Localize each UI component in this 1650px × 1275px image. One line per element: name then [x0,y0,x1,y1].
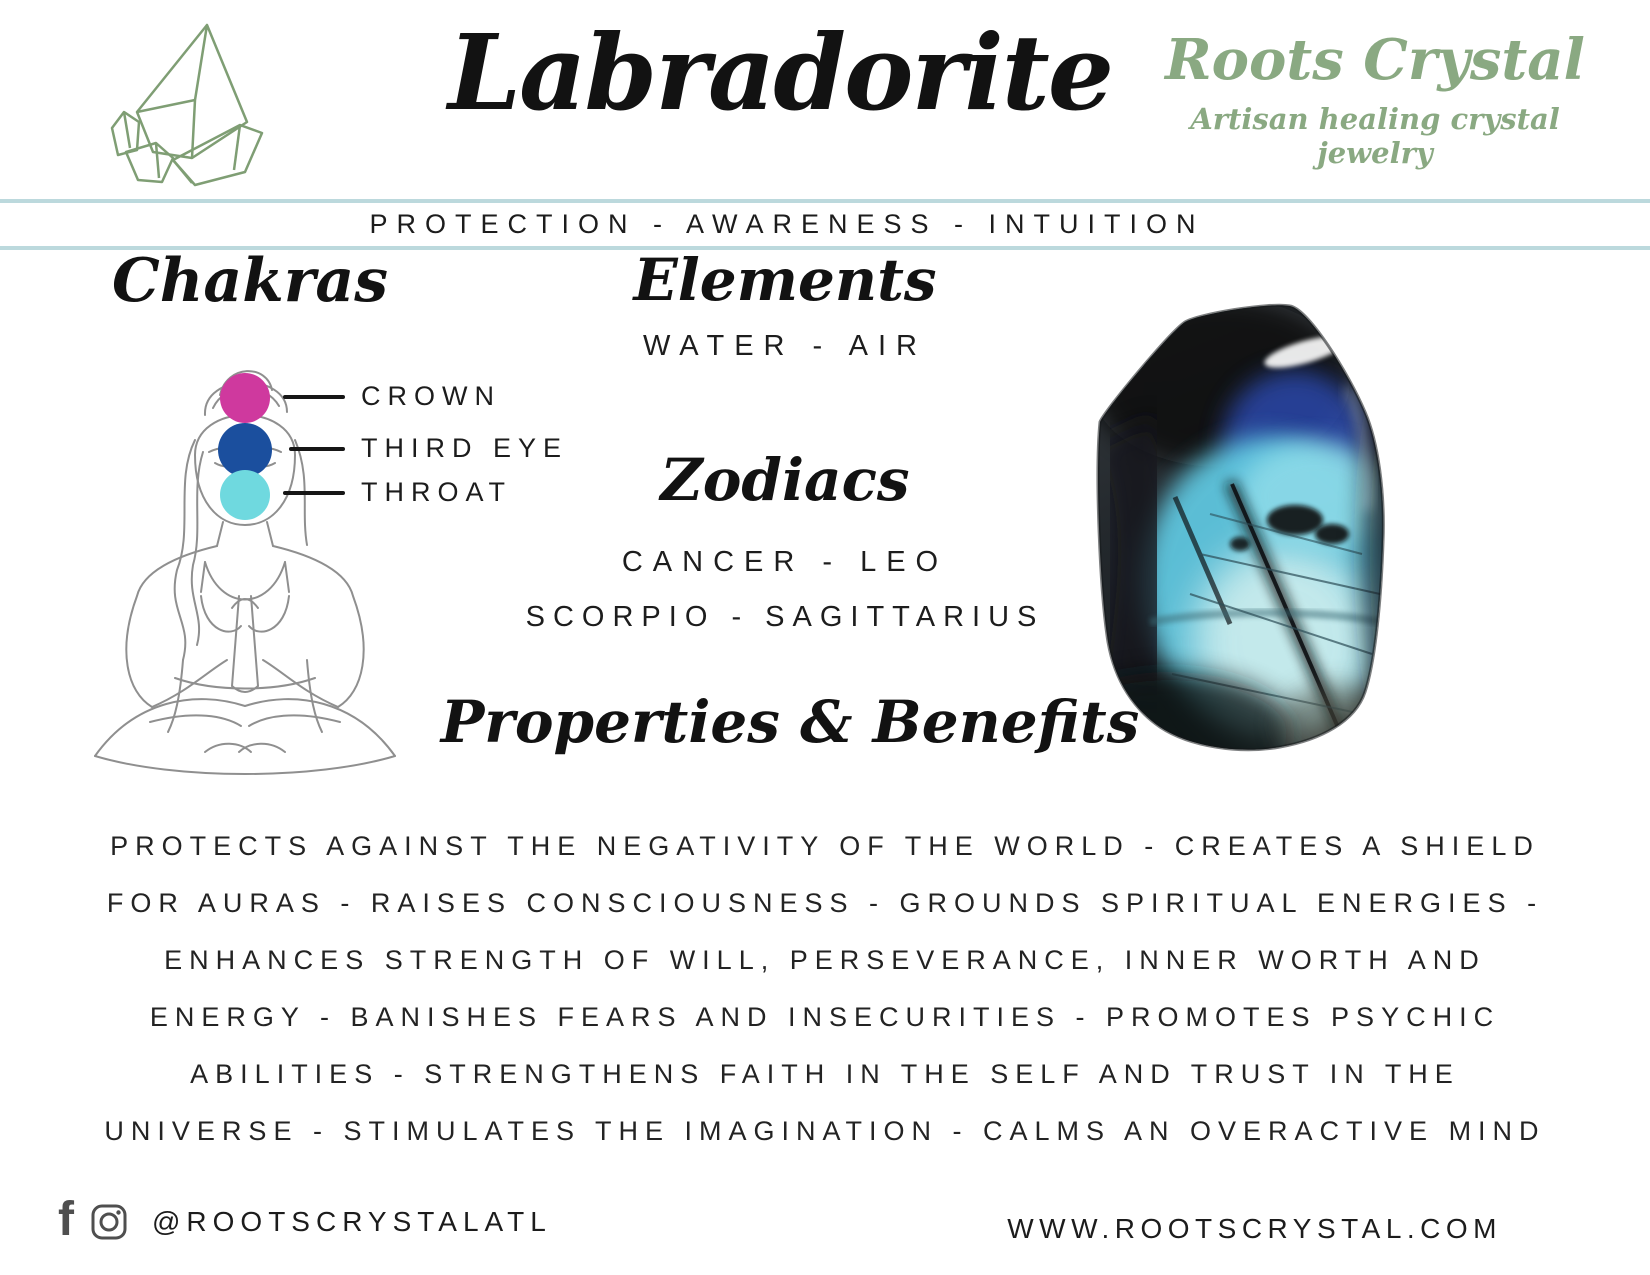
pointer-line [283,395,345,399]
chakras-heading: Chakras [111,246,389,316]
chakra-label: CROWN [361,381,501,411]
brand-block [1165,27,1585,170]
properties-line: FOR AURAS - RAISES CONSCIOUSNESS - GROUNDS SPIRITUAL ENERGIES - [106,888,1544,918]
pointer-line [289,447,345,451]
properties-line: ABILITIES - STRENGTHENS FAITH IN THE SELF AND TRUST IN THE [190,1059,1460,1089]
website-url: WWW.ROOTSCRYSTAL.COM [1007,1213,1502,1244]
facebook-icon: f [58,1193,74,1246]
crown-chakra-dot [220,373,270,423]
chakra-label: THROAT [361,477,512,507]
properties-text-block [0,818,1650,1160]
page-title: Labradorite [447,11,1112,134]
keywords-text: PROTECTION - AWARENESS - INTUITION [369,209,1205,239]
crystal-cluster-logo-icon [40,0,280,200]
third-eye-chakra-dot [218,423,272,477]
properties-line: UNIVERSE - STIMULATES THE IMAGINATION - CALMS AN OVERACTIVE MIND [104,1116,1546,1146]
chakra-label: THIRD EYE [361,433,569,463]
chakra-label-crown [283,381,501,412]
instagram-icon [90,1203,128,1241]
elements-heading: Elements [633,246,937,314]
properties-heading: Properties & Benefits [440,688,1140,756]
brand-name: Roots Crystal [1165,27,1585,93]
throat-chakra-dot [220,470,270,520]
footer-social-block [58,1193,552,1246]
keywords-banner [0,199,1650,250]
chakra-label-throat [283,477,512,508]
zodiacs-line2: SCORPIO - SAGITTARIUS [525,601,1045,633]
properties-line: PROTECTS AGAINST THE NEGATIVITY OF THE WORLD - CREATES A SHIELD [110,831,1540,861]
social-handle: @ROOTSCRYSTALATL [151,1206,552,1237]
zodiacs-line1: CANCER - LEO [621,546,949,578]
brand-tagline: Artisan healing crystal jewelry [1190,101,1560,170]
pointer-line [283,491,345,495]
chakra-label-third-eye [289,433,568,464]
properties-line: ENERGY - BANISHES FEARS AND INSECURITIES - PROMOTES PSYCHIC [149,1002,1501,1032]
zodiacs-heading: Zodiacs [660,446,910,514]
meditating-figure-illustration [55,360,435,780]
properties-line: ENHANCES STRENGTH OF WILL, PERSEVERANCE, INNER WORTH AND [164,945,1486,975]
elements-values: WATER - AIR [643,330,927,362]
